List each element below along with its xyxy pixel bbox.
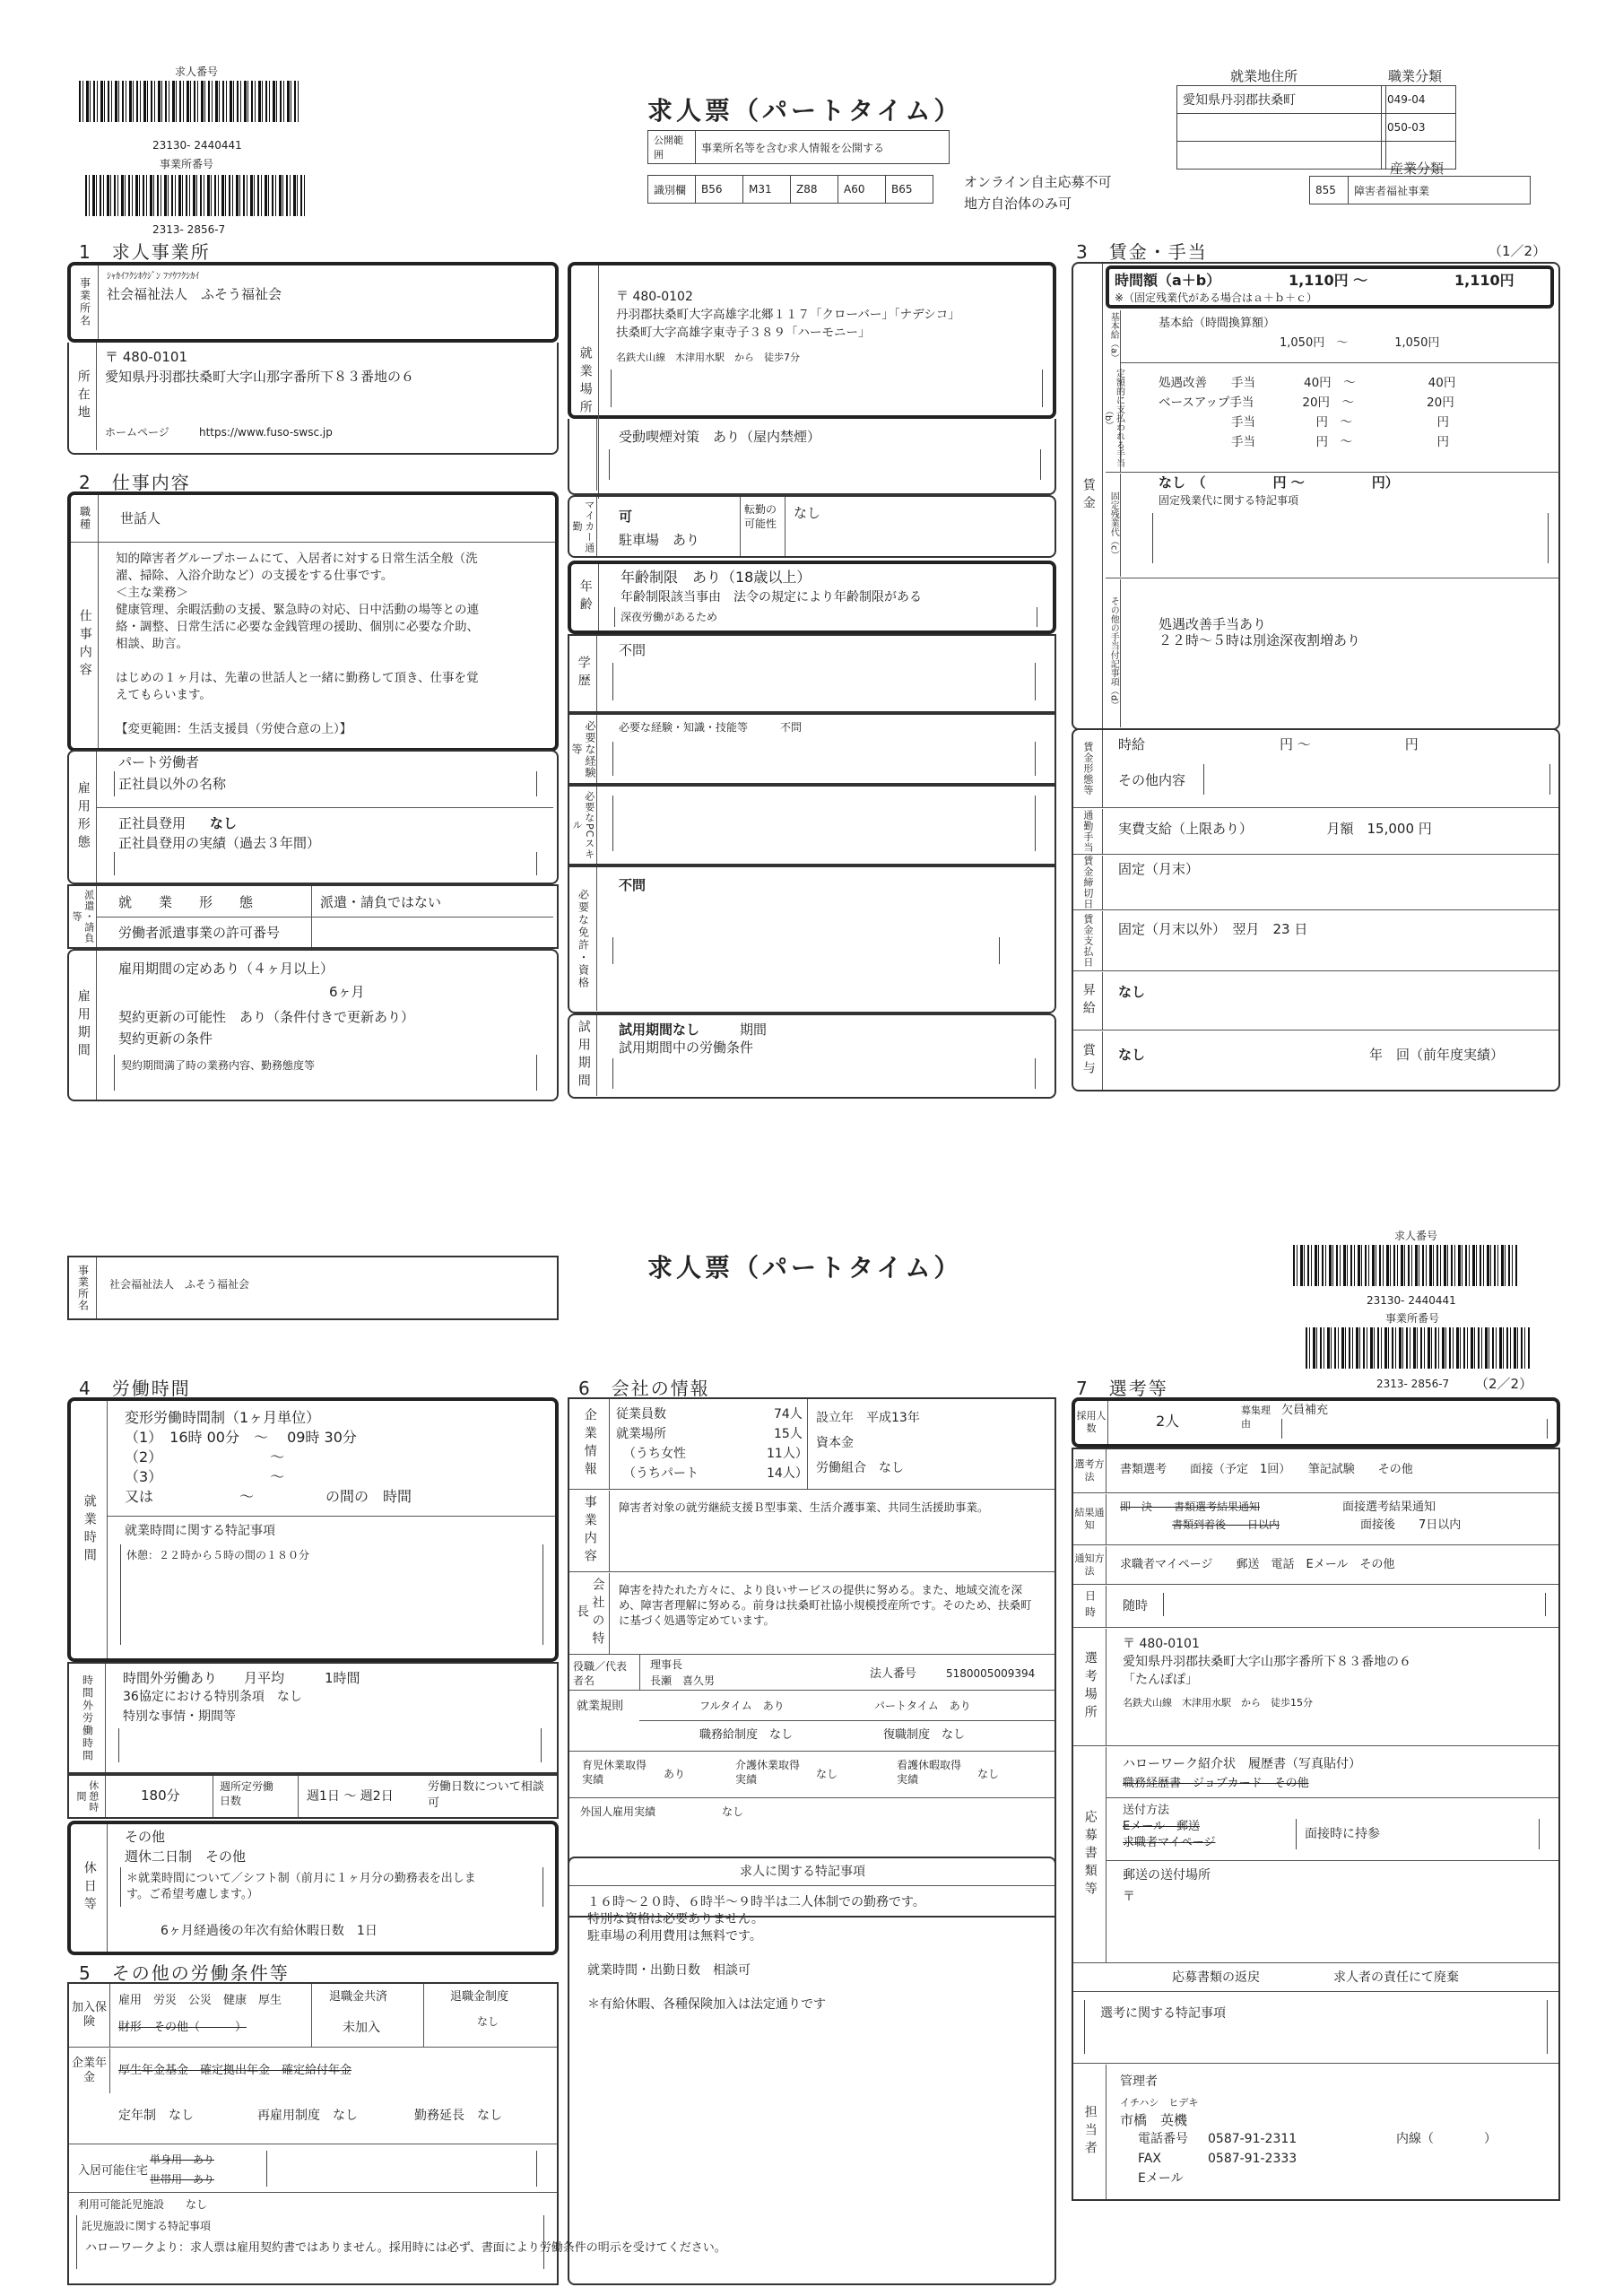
section-7-title: 7 選考等 — [1076, 1378, 1168, 1399]
hojin-label: 法人番号 — [870, 1667, 917, 1681]
jikangai-box — [67, 1662, 559, 1774]
judo-kitsuen: 受動喫煙対策 あり（屋内禁煙） — [619, 429, 821, 445]
jigyosho-kana: ｼｬｶｲﾌｸｼﾎｳｼﾞﾝ ﾌｿｳﾌｸｼｶｲ — [107, 272, 200, 282]
tanto-name: 市橋 英機 — [1120, 2112, 1188, 2128]
kihon-label: 基本給（a） — [1106, 310, 1121, 364]
section-2-title: 2 仕事内容 — [79, 472, 191, 493]
kinmu: 勤務延長 なし — [414, 2109, 502, 2123]
shihonkin: 資本金 — [816, 1436, 854, 1450]
shugyobasho-label: 就業場所 — [571, 265, 599, 499]
shotei-label: 週所定労働日数 — [220, 1780, 274, 1808]
menkyo-val: 不問 — [619, 877, 647, 893]
jikyu-box — [1106, 265, 1554, 309]
seishain-jisseki: 正社員登用の実績（過去３年間） — [118, 835, 321, 851]
shozai-box — [67, 343, 559, 455]
kango: 看護休暇取得実績 — [897, 1759, 962, 1787]
tokucho-val: 障害を持たれた方々に、より良いサービスの提供に努める。また、地域交流を深め、障害者理解に努める。前身は扶桑町社協小規模授産所です。そのため、扶桑町に基づく処遇等定めています。 — [619, 1583, 1032, 1627]
kigyo-label: 企業年金 — [69, 2048, 110, 2093]
tokki-line: 就業時間・出勤日数 相談可 — [587, 1963, 751, 1978]
gaikoku: 外国人雇用実績 — [580, 1805, 656, 1818]
online-note-2: 地方自治体のみ可 — [964, 196, 1072, 212]
nenrei-2: 年齢制限該当事由 法令の規定により年齢制限がある — [621, 590, 922, 604]
senkobasho-label: 選考場所 — [1073, 1629, 1107, 1745]
koyokikan-4: 契約更新の条件 — [118, 1031, 213, 1047]
koyokikan-3: 契約更新の可能性 あり（条件付きで更新あり） — [118, 1009, 415, 1025]
homepage-link[interactable]: https://www.fuso-swsc.jp — [199, 426, 333, 439]
teate-row: 手当 円 〜 円 — [1159, 415, 1449, 430]
kitsuen-box — [568, 419, 1056, 495]
kyujitsu-3: ＊就業時間について／シフト制（前月に１ヶ月分の勤務表を出しま — [126, 1872, 476, 1885]
shugyobasho-count-val: 15人 — [774, 1427, 803, 1441]
koyokikan-2: 6ヶ月 — [329, 984, 365, 1000]
shoyo-val: なし — [1118, 1047, 1146, 1063]
kigyo-val: 厚生年金基金 確定拠出年金 確定給付年金 — [118, 2064, 352, 2077]
p2-page-number: （2／2） — [1475, 1376, 1533, 1392]
jikangai-3: 特別な事情・期間等 — [123, 1709, 236, 1724]
kyukei-box — [67, 1774, 559, 1819]
fax-label: FAX — [1138, 2152, 1161, 2166]
tel-val: 0587-91-2311 — [1208, 2132, 1298, 2146]
shugyojikan-label: 就業時間 — [71, 1401, 108, 1658]
haken-a: 就 業 形 態 — [118, 894, 254, 910]
footer-note: ハローワークより：求人票は雇用契約書ではありません。採用時には必ず、書面により労働条件の明示を受けてください。 — [85, 2241, 726, 2255]
section-4-title: 4 労働時間 — [79, 1378, 191, 1399]
keiken-label: 必要な経験等 — [569, 715, 597, 783]
tokki-line: １６時〜２０時、６時半〜９時半は二人体制での勤務です。 — [587, 1895, 925, 1909]
jikangai-1: 時間外労働あり 月平均 1時間 — [123, 1670, 360, 1686]
nyukyo-2: 世帯用 あり — [150, 2173, 215, 2186]
senko-box — [1072, 1448, 1560, 2201]
code-cell: M31 — [743, 176, 791, 204]
shokugyo-code: 050-03 — [1382, 114, 1456, 142]
jugyoin: 従業員数 — [616, 1407, 666, 1422]
shiyo-label: 試用期間 — [569, 1015, 597, 1096]
shugyobasho-box — [568, 262, 1056, 419]
shiyo-box — [568, 1013, 1056, 1099]
gakureki-box — [568, 634, 1056, 713]
jikyu-note: ※（固定残業代がある場合はａ＋ｂ＋ｃ） — [1115, 291, 1318, 304]
teinen: 定年制 なし — [118, 2109, 194, 2123]
p2-barcode-num-kyujin: 23130- 2440441 — [1367, 1294, 1456, 1307]
part-val: 14人） — [767, 1466, 808, 1481]
kanyu-items: 雇用 労災 公災 健康 厚生 — [118, 1994, 282, 2007]
tokki-lines — [587, 1894, 925, 2013]
page-number: （1／2） — [1488, 243, 1547, 259]
shokyu-val: なし — [1118, 984, 1146, 1000]
shugyobasho-line: 扶桑町大字高雄字東寺子３８９「ハーモニー」 — [616, 326, 871, 340]
saikoyo: 再雇用制度 なし — [257, 2109, 358, 2123]
senkobasho-zip: 〒 480-0101 — [1123, 1637, 1200, 1651]
p2-barcode-label-kyujin: 求人番号 — [1394, 1230, 1438, 1242]
shokumu: 職務給制度 なし — [699, 1728, 794, 1742]
shugyo-label: 就業地住所 — [1230, 68, 1298, 84]
henrei-label: 応募書類の返戻 — [1172, 1970, 1260, 1985]
code-cell: B56 — [696, 176, 743, 204]
shigoto-line: えてもらいます。 — [116, 688, 212, 702]
tanto-role: 管理者 — [1120, 2074, 1158, 2089]
jikyu-min: 1,110円 〜 — [1289, 272, 1368, 289]
takuji-note: 託児施設に関する特記事項 — [82, 2220, 212, 2232]
henrei-val: 求人者の責任にて廃棄 — [1333, 1970, 1459, 1985]
shigoto-line: 知的障害者グループホームにて、入居者に対する日常生活全般（洗 — [116, 552, 478, 566]
nyukyo-label: 入居可能住宅 — [78, 2164, 149, 2178]
shozai-zip: 〒 480-0101 — [105, 349, 187, 365]
sofu-3: 面接時に持参 — [1305, 1827, 1380, 1841]
koyokikan-1: 雇用期間の定めあり（４ヶ月以上） — [118, 961, 334, 977]
daihyo-title: 理事長 — [650, 1658, 683, 1671]
tsukin-val: 実費支給（上限あり） 月額 15,000 円 — [1118, 821, 1432, 837]
barcode-kyujin — [79, 81, 299, 122]
sangyo-code: 855 — [1310, 177, 1349, 204]
shugyobasho-zip: 〒 480-0102 — [616, 290, 693, 304]
senkobasho-addr: 愛知県丹羽郡扶桑町大字山那字番所下８３番地の６ — [1123, 1655, 1411, 1669]
shigoto-line: 相談、助言。 — [116, 637, 188, 651]
menkyo-label: 必要な免許・資格 — [569, 867, 597, 1011]
kyujitsu-label: 休日等 — [71, 1824, 108, 1952]
senkobasho-name: 「たんぽぽ」 — [1123, 1673, 1198, 1687]
shugyo-line: 変形労働時間制（1ヶ月単位） — [125, 1409, 321, 1426]
tokki-title: 求人に関する特記事項 — [740, 1865, 865, 1879]
jikyu-label: 時間額（a＋b） — [1115, 272, 1221, 289]
kokai-table — [647, 130, 950, 164]
shozai-addr: 愛知県丹羽郡扶桑町大字山那字番所下８３番地の６ — [105, 369, 415, 385]
shigoto-line: はじめの１ヶ月は、先輩の世話人と一緒に勤務して頂き、仕事を覚 — [116, 671, 479, 685]
kigyo-info-label: 企業情報 — [569, 1399, 610, 1489]
fax-val: 0587-91-2333 — [1208, 2152, 1298, 2166]
shigoto-line: 濯、掃除、入浴介助など）の支援をする仕事です。 — [116, 569, 394, 583]
kokai-label: 公開範囲 — [648, 131, 696, 164]
code-cell: B65 — [886, 176, 933, 204]
naisen: 内線（ ） — [1396, 2132, 1497, 2146]
haken-label: 派遣・請負等 — [69, 886, 97, 947]
teate-row: 処遇改善 手当 40円 〜 40円 — [1159, 376, 1456, 390]
kekka-d: 面接後 7日以内 — [1360, 1518, 1462, 1532]
josei-val: 11人） — [767, 1447, 808, 1461]
teate-list — [1159, 373, 1455, 452]
shokugyo-label: 職業分類 — [1388, 68, 1443, 84]
tokki-line: 特別な資格は必要ありません。 — [587, 1912, 764, 1926]
yubin-label: 郵送の送付場所 — [1123, 1868, 1211, 1883]
setsuritsu: 設立年 平成13年 — [816, 1411, 920, 1425]
shugyo-line: （2） 〜 — [125, 1448, 285, 1465]
jikyu-max: 1,110円 — [1454, 272, 1515, 289]
shugyojikan-box — [67, 1397, 559, 1662]
teigaku-label: 定額的に支払われる手当（b） — [1106, 364, 1121, 472]
shokugyo-table — [1381, 85, 1456, 170]
keitai-label: 賃金形態等 — [1073, 730, 1103, 807]
taishoku-val: 未加入 — [343, 2021, 380, 2035]
koyo-sonota: 正社員以外の名称 — [118, 776, 227, 792]
kyujitsu-1: その他 — [125, 1829, 166, 1845]
homepage-label: ホームページ — [105, 426, 169, 439]
shugyobasho-line: 丹羽郡扶桑町大字高雄字北郷１１７「クローバー」「ナデシコ」 — [616, 308, 960, 322]
p2-jigyosho-name: 社会福祉法人 ふそう福祉会 — [109, 1278, 250, 1291]
shugyo-lines — [125, 1408, 412, 1507]
shokugyo-code: 049-04 — [1382, 86, 1456, 114]
nenrei-1: 年齢制限 あり（18歳以上） — [621, 569, 812, 586]
koyo-label: 雇用形態 — [69, 752, 97, 883]
teate-row: 手当 円 〜 円 — [1159, 435, 1449, 449]
part: （うちパート — [623, 1466, 699, 1481]
code-cell: A60 — [838, 176, 886, 204]
shigoto-line: ＜主な業務＞ — [116, 586, 188, 600]
chingin-label: 賃金 — [1073, 264, 1103, 728]
tel-label: 電話番号 — [1138, 2132, 1188, 2146]
shoyo-label: 賞与 — [1073, 1031, 1103, 1090]
menkyo-box — [568, 865, 1056, 1013]
barcode-label-kyujin: 求人番号 — [175, 65, 219, 78]
senko-val: 書類選考 面接（予定 1回） 筆記試験 その他 — [1120, 1463, 1413, 1476]
daihyo-name: 長瀬 喜久男 — [650, 1674, 716, 1687]
mycar-box — [568, 495, 1056, 558]
senko-tokki: 選考に関する特記事項 — [1100, 2006, 1226, 2021]
oubo-1: ハローワーク紹介状 履歴書（写真貼付） — [1123, 1757, 1361, 1771]
kihon-title: 基本給（時間換算額） — [1159, 317, 1276, 330]
ikuji-val: あり — [664, 1768, 686, 1780]
kumiai: 労働組合 なし — [816, 1461, 904, 1475]
yubin-zip: 〒 — [1123, 1890, 1135, 1904]
kyukei-label: 休憩時間 — [69, 1776, 106, 1817]
shimekiri-label: 賃金締切日 — [1073, 856, 1103, 909]
takuji-label: 利用可能託児施設 — [78, 2198, 165, 2211]
shugyo-tokki: 就業時間に関する特記事項 — [125, 1524, 275, 1538]
shozai-label: 所在地 — [69, 343, 97, 450]
mycar-label: マイカー通勤 — [569, 497, 597, 556]
shugyo-tokki-val: 休憩：２２時から５時の間の１８０分 — [126, 1549, 310, 1561]
kisoku-full: フルタイム あり — [699, 1700, 785, 1712]
tokki-box — [568, 1857, 1056, 2285]
gaikoku-val: なし — [722, 1805, 744, 1818]
jikangai-2: 36協定における特別条項 なし — [123, 1690, 302, 1704]
sangyo-name: 障害者福祉事業 — [1349, 177, 1531, 204]
shoyo-note: 年 回（前年度実績） — [1369, 1047, 1505, 1063]
nenrei-box — [568, 561, 1056, 634]
shugyobasho-access: 名鉄犬山線 木津用水駅 から 徒歩7分 — [616, 352, 800, 363]
kokai-value: 事業所名等を含む求人情報を公開する — [696, 131, 950, 164]
shigoto-line: 【変更範囲：生活支援員（労使合意の上）】 — [116, 722, 352, 736]
seishain-toyo: 正社員登用 — [118, 815, 187, 831]
sonota-label: その他の手当付記事項（d） — [1106, 579, 1121, 727]
koyokikan-5: 契約期間満了時の業務内容、勤務態度等 — [121, 1059, 316, 1072]
online-note-1: オンライン自主応募不可 — [964, 174, 1112, 190]
josei: （うち女性 — [623, 1447, 686, 1461]
koyokikan-label: 雇用期間 — [69, 951, 97, 1100]
taishokuseido-label: 退職金制度 — [450, 1990, 509, 2004]
shotei-val: 週1日 〜 週2日 — [307, 1789, 394, 1804]
kyujitsu-5: 6ヶ月経過後の年次有給休暇日数 1日 — [161, 1924, 378, 1938]
shokushu-value: 世話人 — [120, 510, 161, 526]
shotei-note: 労働日数について相談可 — [428, 1780, 544, 1810]
tokki-line: 駐車場の利用費用は無料です。 — [587, 1929, 762, 1944]
tsukin-label: 通勤手当 — [1073, 809, 1103, 854]
nyukyo-1: 単身用 あり — [150, 2153, 215, 2166]
section-6-title: 6 会社の情報 — [578, 1378, 710, 1399]
p2-page-title: 求人票（パートタイム） — [647, 1253, 963, 1283]
keiken-box — [568, 713, 1056, 785]
jigyosho-name: 社会福祉法人 ふそう福祉会 — [107, 286, 282, 302]
shigoto-line: 絡・調整、日常生活に必要な金銭管理の援助、個別に必要な介助、 — [116, 620, 479, 634]
boshu-label: 募集理由 — [1241, 1405, 1271, 1430]
hojin-val: 5180005009394 — [946, 1667, 1036, 1680]
saiyo-val: 2人 — [1156, 1413, 1180, 1430]
taishoku-label: 退職金共済 — [329, 1990, 388, 2004]
jigyo-val: 障害者対象の就労継続支援Ｂ型事業、生活介護事業、共同生活援助事業。 — [619, 1500, 989, 1514]
saiyo-label: 採用人数 — [1075, 1401, 1108, 1444]
chushajo: 駐車場 あり — [619, 532, 700, 548]
section-3-title: 3 賃金・手当 — [1076, 241, 1208, 263]
kekka-label: 結果通知 — [1073, 1494, 1107, 1544]
oubo-label: 応募書類等 — [1073, 1747, 1107, 1962]
tenkin-val: なし — [794, 505, 821, 521]
shiyo-1b: 期間 — [740, 1022, 768, 1038]
shikibetsu-label: 識別欄 — [648, 176, 696, 204]
kyujitsu-4: す。ご希望考慮します。） — [126, 1888, 259, 1901]
jigyosho-box — [67, 262, 559, 343]
kyukei-val: 180分 — [141, 1787, 180, 1804]
chingin-sub-box — [1072, 728, 1560, 1091]
kihon-range: 1,050円 〜 1,050円 — [1280, 336, 1440, 350]
haken-a-val: 派遣・請負ではない — [320, 894, 442, 910]
sofu-2: 求職者マイページ — [1123, 1836, 1216, 1849]
senko-label: 選考方法 — [1073, 1449, 1107, 1492]
tenkin-label: 転勤の可能性 — [744, 503, 777, 531]
daihyo-label: 役職／代表者名 — [573, 1660, 628, 1688]
p2-jigyosho-box — [67, 1256, 559, 1320]
nichiji-label: 日時 — [1073, 1586, 1107, 1627]
kekka-c: 面接選考結果通知 — [1342, 1500, 1436, 1514]
barcode-num-kyujin: 23130- 2440441 — [152, 139, 242, 152]
kaisha-box — [568, 1397, 1056, 1918]
sangyo-table — [1309, 176, 1531, 204]
shugyo-table — [1176, 85, 1386, 170]
boshu-val: 欠員補充 — [1281, 1404, 1329, 1417]
pc-label: 必要なPCスキル — [569, 787, 597, 864]
kotei-note: 固定残業代に関する特記事項 — [1159, 494, 1299, 507]
sonota-2: ２２時〜５時は別途深夜割増あり — [1159, 632, 1361, 648]
ikuji: 育児休業取得実績 — [582, 1759, 647, 1787]
shugyobasho-count: 就業場所 — [616, 1427, 666, 1441]
teate-row: ベースアップ手当 20円 〜 20円 — [1159, 396, 1454, 410]
oubo-2: 職務経歴書 ジョブカード その他 — [1123, 1777, 1309, 1790]
p2-barcode-jigyosho — [1306, 1327, 1530, 1369]
nenrei-label: 年齢 — [571, 564, 599, 631]
kaigo-val: なし — [816, 1768, 838, 1780]
page-title: 求人票（パートタイム） — [647, 96, 963, 126]
p2-jigyosho-label: 事業所名 — [69, 1257, 97, 1318]
takuji-val: なし — [186, 2198, 208, 2211]
p2-barcode-label-jigyosho: 事業所番号 — [1385, 1312, 1440, 1325]
nenrei-3: 深夜労働があるため — [621, 611, 718, 623]
mycar-val: 可 — [619, 509, 633, 525]
kaigo: 介護休業取得実績 — [735, 1759, 801, 1787]
kyujitsu-2: 週休二日制 その他 — [125, 1848, 247, 1865]
haken-box — [67, 884, 559, 949]
tanto-label: 担当者 — [1073, 2065, 1107, 2199]
senkobasho-access: 名鉄犬山線 木津用水駅 から 徒歩15分 — [1123, 1697, 1313, 1709]
p2-barcode-kyujin — [1293, 1245, 1517, 1286]
barcode-jigyosho — [85, 175, 305, 216]
gakureki-val: 不問 — [619, 642, 647, 658]
jugyoin-val: 74人 — [774, 1407, 803, 1422]
koyo-type: パート労働者 — [118, 754, 200, 770]
kekka-b: 書類到着後 日以内 — [1172, 1518, 1280, 1531]
shugyo-line: （1） 16時 00分 〜 09時 30分 — [125, 1429, 357, 1446]
kyujitsu-box — [67, 1821, 559, 1955]
keiken-val: 必要な経験・知識・技能等 不問 — [619, 721, 803, 734]
pc-box — [568, 785, 1056, 865]
shikibetsu-table — [647, 175, 933, 204]
sangyo-label: 産業分類 — [1390, 161, 1445, 177]
saiyo-box — [1072, 1397, 1560, 1448]
shiharai-label: 賃金支払日 — [1073, 911, 1103, 970]
code-cell: Z88 — [791, 176, 838, 204]
barcode-label-jigyosho: 事業所番号 — [160, 158, 214, 170]
shigoto-text — [116, 551, 479, 738]
kisoku-part: パートタイム あり — [874, 1700, 971, 1712]
sofu-1: Eメール 郵送 — [1123, 1820, 1200, 1833]
fukushoku: 復職制度 なし — [883, 1728, 966, 1742]
jikangai-label: 時間外労働時間 — [69, 1664, 106, 1772]
tsuchi-val: 求職者マイページ 郵送 電話 Eメール その他 — [1120, 1558, 1395, 1571]
shugyo-line: 又は 〜 の間の 時間 — [125, 1488, 412, 1505]
tanto-kana: イチハシ ヒデキ — [1120, 2097, 1199, 2109]
kekka-a: 即 決 書類選考結果通知 — [1120, 1500, 1261, 1513]
shimekiri-val: 固定（月末） — [1118, 861, 1200, 877]
shokyu-label: 昇給 — [1073, 972, 1103, 1030]
tokucho-label: 会社の特長 — [569, 1573, 610, 1654]
nichiji-val: 随時 — [1123, 1599, 1148, 1613]
tokki-line: ＊有給休暇、各種保険加入は法定通りです — [587, 1997, 826, 2012]
shigoto-line: 健康管理、余暇活動の支援、緊急時の対応、日中活動の場等との連 — [116, 603, 479, 617]
kotei-label: 固定残業代（c） — [1106, 474, 1121, 577]
kotei-val: なし （ 円 〜 円） — [1159, 474, 1399, 491]
sonota-1: 処遇改善手当あり — [1159, 616, 1267, 632]
shugyo-line: （3） 〜 — [125, 1468, 285, 1485]
kanyu-label: 加入保険 — [69, 1984, 110, 2047]
sofu-label: 送付方法 — [1123, 1804, 1170, 1817]
koyokikan-box — [67, 949, 559, 1101]
kanyu-items-2: 財形 その他（ ） — [118, 2021, 247, 2034]
shugyo-value: 愛知県丹羽郡扶桑町 — [1177, 86, 1386, 114]
keitai-1: 時給 円 〜 円 — [1118, 736, 1419, 752]
jigyosho-label: 事業所名 — [71, 265, 99, 339]
koyo-box — [67, 750, 559, 884]
shigoto-box — [67, 491, 559, 752]
barcode-num-jigyosho: 2313- 2856-7 — [152, 223, 226, 236]
shokushu-label: 職種 — [71, 495, 99, 542]
chingin-box — [1072, 262, 1560, 730]
shiharai-val: 固定（月末以外） 翌月 23 日 — [1118, 921, 1308, 937]
keitai-2: その他内容 — [1118, 772, 1186, 788]
section-5-title: 5 その他の労働条件等 — [79, 1962, 290, 1984]
shigoto-label: 仕事内容 — [71, 542, 99, 748]
kisoku-label: 就業規則 — [577, 1700, 624, 1713]
page-2 — [0, 1166, 1623, 2296]
shiyo-2: 試用期間中の労働条件 — [619, 1039, 754, 1056]
seishain-toyo-val: なし — [210, 815, 238, 831]
email-label: Eメール — [1138, 2171, 1184, 2186]
kango-val: なし — [977, 1768, 1000, 1780]
tsuchi-label: 通知方法 — [1073, 1546, 1107, 1584]
haken-b: 労働者派遣事業の許可番号 — [118, 925, 281, 941]
gakureki-label: 学歴 — [569, 636, 597, 711]
shiyo-1: 試用期間なし — [619, 1022, 700, 1038]
section-1-title: 1 求人事業所 — [79, 241, 211, 263]
jigyo-label: 事業内容 — [569, 1491, 610, 1571]
p2-barcode-num-jigyosho: 2313- 2856-7 — [1376, 1378, 1450, 1390]
taishokuseido-val: なし — [477, 2015, 499, 2028]
